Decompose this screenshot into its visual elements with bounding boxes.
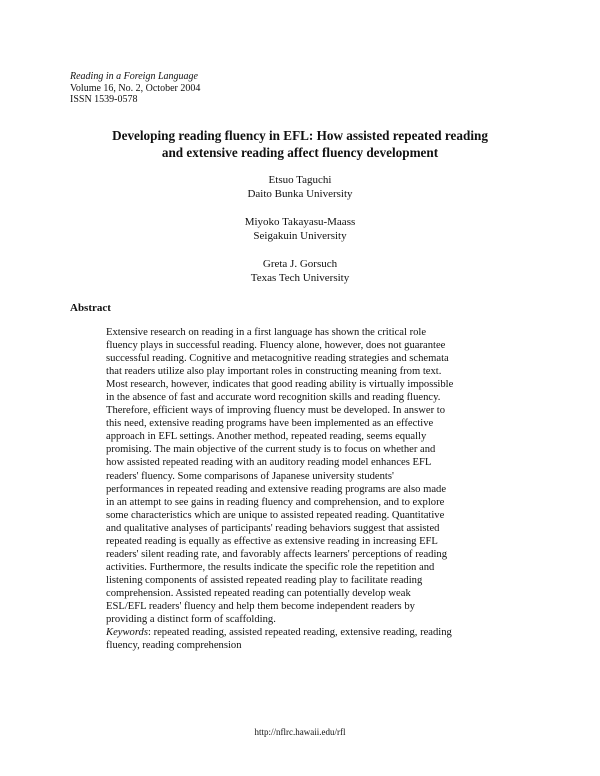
- abstract-line: some characteristics which are unique to assisted repeated reading. Quantitative: [106, 509, 445, 521]
- abstract-line: how assisted repeated reading with an auditory reading model enhances EFL: [106, 457, 432, 469]
- abstract-line: activities. Furthermore, the results indicate the specific role the repetition and: [106, 561, 435, 573]
- journal-volume: Volume 16, No. 2, October 2004: [70, 82, 201, 94]
- abstract-line: this need, extensive reading programs have been implemented as an effective: [106, 418, 434, 430]
- journal-header: [70, 71, 200, 106]
- author-block: [100, 173, 500, 201]
- author-name: Greta J. Gorsuch: [262, 258, 338, 270]
- abstract-line: ESL/EFL readers' fluency and help them become independent readers by: [106, 600, 415, 612]
- abstract-line: in an attempt to see gains in reading fluency and comprehension, and to explore: [106, 496, 445, 508]
- abstract-line: Most research, however, indicates that good reading ability is virtually impossible: [106, 379, 454, 391]
- author-block: [100, 215, 500, 243]
- abstract-heading: Abstract: [70, 302, 111, 314]
- abstract-line: successful reading. Cognitive and metacognitive reading strategies and schemata: [106, 353, 449, 365]
- keywords-line: [106, 626, 498, 639]
- keywords-line-2: fluency, reading comprehension: [106, 640, 242, 652]
- abstract-line: readers' fluency. Some comparisons of Japanese university students': [106, 470, 394, 482]
- abstract-body: [106, 326, 498, 652]
- abstract-line: and qualitative analyses of participants' reading behaviors suggest that assisted: [106, 522, 440, 534]
- abstract-line: providing a distinct form of scaffolding.: [106, 614, 276, 626]
- abstract-line: Extensive research on reading in a first language has shown the critical role: [106, 327, 427, 338]
- abstract-line: promising. The main objective of the current study is to focus on whether and: [106, 444, 436, 456]
- abstract-line: approach in EFL settings. Another method, repeated reading, seems equally: [106, 431, 427, 443]
- author-affiliation: Texas Tech University: [250, 272, 350, 284]
- abstract-line: performances in repeated reading and extensive reading programs are also made: [106, 483, 447, 495]
- abstract-line: listening components of assisted repeated reading play to facilitate reading: [106, 574, 423, 586]
- abstract-line: Therefore, efficient ways of improving fluency must be developed. In answer to: [106, 405, 445, 417]
- footer-url: http://nflrc.hawaii.edu/rfl: [254, 727, 346, 737]
- abstract-text: [106, 326, 498, 626]
- journal-name: Reading in a Foreign Language: [70, 71, 198, 82]
- author-block: [100, 257, 500, 285]
- paper-title: [60, 127, 540, 161]
- abstract-line: fluency plays in successful reading. Fluency alone, however, does not guarantee: [106, 340, 446, 352]
- paper-title-line-1: Developing reading fluency in EFL: How assisted repeated reading: [112, 128, 488, 143]
- author-name: Etsuo Taguchi: [268, 174, 332, 186]
- abstract-line: in the absence of fast and accurate word recognition skills and reading fluency.: [106, 392, 441, 404]
- journal-issn: ISSN 1539-0578: [70, 94, 138, 105]
- paper-title-line-2: and extensive reading affect fluency development: [161, 145, 439, 160]
- abstract-line: comprehension. Assisted repeated reading can potentially develop weak: [106, 587, 411, 599]
- abstract-line: that readers utilize also play important roles in constructing meaning from text.: [106, 366, 442, 378]
- abstract-line: repeated reading is equally as effective as extensive reading in increasing EFL: [106, 535, 438, 547]
- author-list: [100, 173, 500, 299]
- author-affiliation: Daito Bunka University: [247, 188, 353, 200]
- keywords-list: : repeated reading, assisted repeated reading, extensive reading, reading: [147, 627, 452, 639]
- author-name: Miyoko Takayasu-Maass: [244, 216, 356, 228]
- author-affiliation: Seigakuin University: [253, 230, 347, 242]
- keywords-label: Keywords: [106, 627, 148, 639]
- abstract-line: readers' silent reading rate, and favorably affects learners' perceptions of reading: [106, 548, 447, 560]
